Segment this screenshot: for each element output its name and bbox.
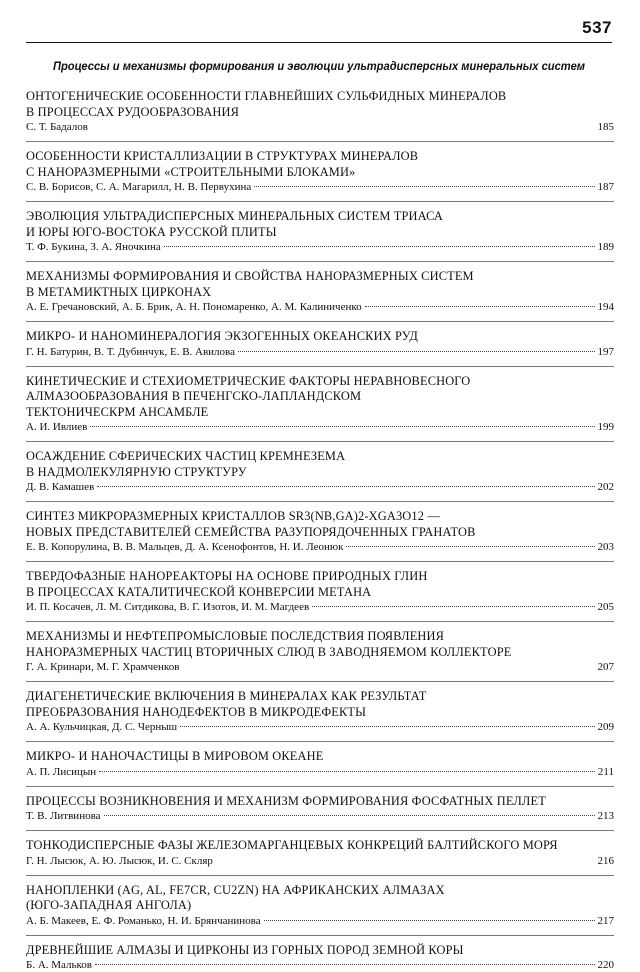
dot-leader — [90, 426, 594, 427]
toc-entry — [26, 794, 614, 824]
entry-title — [26, 943, 614, 959]
entry-title-line: СИНТЕЗ МИКРОРАЗМЕРНЫХ КРИСТАЛЛОВ SR3(NB,GA)2-XGA3O12 — — [26, 509, 614, 525]
entry-title-line: В ПРОЦЕССАХ РУДООБРАЗОВАНИЯ — [26, 105, 614, 121]
entry-title — [26, 629, 614, 660]
entry-authors: А. Б. Макеев, Е. Ф. Романько, Н. И. Брянчанинова — [26, 914, 261, 928]
entry-title-line: ПРОЦЕССЫ ВОЗНИКНОВЕНИЯ И МЕХАНИЗМ ФОРМИРОВАНИЯ ФОСФАТНЫХ ПЕЛЛЕТ — [26, 794, 614, 810]
entry-separator — [26, 621, 614, 622]
entry-meta — [26, 765, 614, 779]
toc-entry — [26, 569, 614, 614]
entry-title-line: В ПРОЦЕССАХ КАТАЛИТИЧЕСКОЙ КОНВЕРСИИ МЕТАНА — [26, 585, 614, 601]
entry-authors: А. П. Лисицын — [26, 765, 96, 779]
entry-separator — [26, 141, 614, 142]
dot-leader — [216, 860, 595, 861]
entry-title-line: ОНТОГЕНИЧЕСКИЕ ОСОБЕННОСТИ ГЛАВНЕЙШИХ СУЛЬФИДНЫХ МИНЕРАЛОВ — [26, 89, 614, 105]
entry-title-line: ТВЕРДОФАЗНЫЕ НАНОРЕАКТОРЫ НА ОСНОВЕ ПРИРОДНЫХ ГЛИН — [26, 569, 614, 585]
entry-page-number: 197 — [598, 345, 615, 359]
dot-leader — [182, 666, 594, 667]
entry-title-line: МИКРО- И НАНОМИНЕРАЛОГИЯ ЭКЗОГЕННЫХ ОКЕАНСКИХ РУД — [26, 329, 614, 345]
dot-leader — [95, 964, 594, 965]
entry-meta — [26, 540, 614, 554]
entry-title-line: ТОНКОДИСПЕРСНЫЕ ФАЗЫ ЖЕЛЕЗОМАРГАНЦЕВЫХ КОНКРЕЦИЙ БАЛТИЙСКОГО МОРЯ — [26, 838, 614, 854]
entry-page-number: 194 — [598, 300, 615, 314]
entry-title-line: В НАДМОЛЕКУЛЯРНУЮ СТРУКТУРУ — [26, 465, 614, 481]
entry-separator — [26, 830, 614, 831]
entry-meta — [26, 720, 614, 734]
entry-page-number: 213 — [598, 809, 615, 823]
entry-title-line: МИКРО- И НАНОЧАСТИЦЫ В МИРОВОМ ОКЕАНЕ — [26, 749, 614, 765]
entry-meta — [26, 300, 614, 314]
entry-title-line: НАНОПЛЕНКИ (AG, AL, FE7CR, CU2ZN) НА АФРИКАНСКИХ АЛМАЗАХ — [26, 883, 614, 899]
entry-title-line: И ЮРЫ ЮГО-ВОСТОКА РУССКОЙ ПЛИТЫ — [26, 225, 614, 241]
entry-separator — [26, 561, 614, 562]
dot-leader — [365, 306, 595, 307]
entry-title-line: МЕХАНИЗМЫ ФОРМИРОВАНИЯ И СВОЙСТВА НАНОРАЗМЕРНЫХ СИСТЕМ — [26, 269, 614, 285]
entry-authors: Г. Н. Батурин, В. Т. Дубинчук, Е. В. Авилова — [26, 345, 235, 359]
toc-entry — [26, 943, 614, 972]
dot-leader — [99, 771, 595, 772]
toc-entry — [26, 89, 614, 134]
entry-page-number: 185 — [598, 120, 615, 134]
entry-title — [26, 838, 614, 854]
entry-title-line: ОСОБЕННОСТИ КРИСТАЛЛИЗАЦИИ В СТРУКТУРАХ МИНЕРАЛОВ — [26, 149, 614, 165]
entry-meta — [26, 420, 614, 434]
toc-entry — [26, 449, 614, 494]
entry-title-line: МЕХАНИЗМЫ И НЕФТЕПРОМЫСЛОВЫЕ ПОСЛЕДСТВИЯ ПОЯВЛЕНИЯ — [26, 629, 614, 645]
dot-leader — [346, 546, 594, 547]
dot-leader — [180, 726, 594, 727]
entry-title — [26, 209, 614, 240]
entry-meta — [26, 854, 614, 868]
entry-title-line: ДИАГЕНЕТИЧЕСКИЕ ВКЛЮЧЕНИЯ В МИНЕРАЛАХ КАК РЕЗУЛЬТАТ — [26, 689, 614, 705]
entry-separator — [26, 501, 614, 502]
entry-separator — [26, 875, 614, 876]
entry-separator — [26, 201, 614, 202]
entry-meta — [26, 480, 614, 494]
toc-entry — [26, 149, 614, 194]
entry-title — [26, 329, 614, 345]
entry-meta — [26, 345, 614, 359]
dot-leader — [264, 920, 595, 921]
entry-separator — [26, 441, 614, 442]
toc-entry — [26, 689, 614, 734]
toc-entry — [26, 209, 614, 254]
entry-title — [26, 794, 614, 810]
entry-title-line: ЭВОЛЮЦИЯ УЛЬТРАДИСПЕРСНЫХ МИНЕРАЛЬНЫХ СИСТЕМ ТРИАСА — [26, 209, 614, 225]
dot-leader — [238, 351, 595, 352]
entry-page-number: 203 — [598, 540, 615, 554]
entry-page-number: 205 — [598, 600, 615, 614]
dot-leader — [164, 246, 595, 247]
entry-title-line: В МЕТАМИКТНЫХ ЦИРКОНАХ — [26, 285, 614, 301]
entry-title — [26, 569, 614, 600]
entry-authors: А. И. Ивлиев — [26, 420, 87, 434]
entry-title-line: (ЮГО-ЗАПАДНАЯ АНГОЛА) — [26, 898, 614, 914]
entry-title-line: С НАНОРАЗМЕРНЫМИ «СТРОИТЕЛЬНЫМИ БЛОКАМИ» — [26, 165, 614, 181]
toc-entry — [26, 329, 614, 359]
entry-authors: Д. В. Камашев — [26, 480, 94, 494]
entry-meta — [26, 809, 614, 823]
entry-title — [26, 883, 614, 914]
entry-separator — [26, 261, 614, 262]
toc-entry — [26, 749, 614, 779]
entry-title-line: КИНЕТИЧЕСКИЕ И СТЕХИОМЕТРИЧЕСКИЕ ФАКТОРЫ НЕРАВНОВЕСНОГО — [26, 374, 614, 390]
entry-meta — [26, 958, 614, 972]
entry-title — [26, 149, 614, 180]
toc-entry — [26, 629, 614, 674]
toc-entry — [26, 509, 614, 554]
entry-page-number: 211 — [598, 765, 614, 779]
entry-meta — [26, 120, 614, 134]
entry-title-line: АЛМАЗООБРАЗОВАНИЯ В ПЕЧЕНГСКО-ЛАПЛАНДСКОМ — [26, 389, 614, 405]
dot-leader — [91, 126, 595, 127]
entry-page-number: 187 — [598, 180, 615, 194]
entry-authors: С. Т. Бадалов — [26, 120, 88, 134]
entry-title-line: ДРЕВНЕЙШИЕ АЛМАЗЫ И ЦИРКОНЫ ИЗ ГОРНЫХ ПОРОД ЗЕМНОЙ КОРЫ — [26, 943, 614, 959]
entry-separator — [26, 321, 614, 322]
entry-page-number: 207 — [598, 660, 615, 674]
dot-leader — [97, 486, 594, 487]
entry-title — [26, 89, 614, 120]
entry-separator — [26, 366, 614, 367]
entry-title — [26, 269, 614, 300]
entry-title-line: НОВЫХ ПРЕДСТАВИТЕЛЕЙ СЕМЕЙСТВА РАЗУПОРЯДОЧЕННЫХ ГРАНАТОВ — [26, 525, 614, 541]
toc-entry — [26, 374, 614, 435]
entry-meta — [26, 660, 614, 674]
entry-separator — [26, 786, 614, 787]
entry-separator — [26, 681, 614, 682]
entry-authors: Е. В. Копорулина, В. В. Мальцев, Д. А. Ксенофонтов, Н. И. Леонюк — [26, 540, 343, 554]
entry-authors: А. А. Кульчицкая, Д. С. Черныш — [26, 720, 177, 734]
section-title: Процессы и механизмы формирования и эволюции ультрадисперсных минеральных систем — [47, 59, 592, 73]
entry-page-number: 216 — [598, 854, 615, 868]
dot-leader — [312, 606, 594, 607]
entry-separator — [26, 741, 614, 742]
table-of-contents — [26, 89, 614, 972]
entry-title — [26, 449, 614, 480]
dot-leader — [254, 186, 594, 187]
entry-page-number: 220 — [598, 958, 615, 972]
entry-page-number: 209 — [598, 720, 615, 734]
entry-authors: Г. Н. Лысюк, А. Ю. Лысюк, И. С. Скляр — [26, 854, 213, 868]
entry-title-line: ПРЕОБРАЗОВАНИЯ НАНОДЕФЕКТОВ В МИКРОДЕФЕКТЫ — [26, 705, 614, 721]
page-number: 537 — [582, 18, 612, 38]
entry-authors: А. Е. Гречановский, А. Б. Брик, А. Н. Пономаренко, А. М. Калиниченко — [26, 300, 362, 314]
entry-title-line: ТЕКТОНИЧЕСКРМ АНСАМБЛЕ — [26, 405, 614, 421]
entry-title-line: ОСАЖДЕНИЕ СФЕРИЧЕСКИХ ЧАСТИЦ КРЕМНЕЗЕМА — [26, 449, 614, 465]
entry-title — [26, 374, 614, 421]
entry-page-number: 189 — [598, 240, 615, 254]
entry-page-number: 217 — [598, 914, 615, 928]
toc-entry — [26, 269, 614, 314]
entry-title — [26, 509, 614, 540]
toc-entry — [26, 883, 614, 928]
entry-separator — [26, 935, 614, 936]
entry-page-number: 202 — [598, 480, 615, 494]
toc-entry — [26, 838, 614, 868]
entry-title-line: НАНОРАЗМЕРНЫХ ЧАСТИЦ ВТОРИЧНЫХ СЛЮД В ЗАВОДНЯЕМОМ КОЛЛЕКТОРЕ — [26, 645, 614, 661]
entry-meta — [26, 914, 614, 928]
entry-authors: Б. А. Мальков — [26, 958, 92, 972]
entry-title — [26, 689, 614, 720]
entry-authors: С. В. Борисов, С. А. Магарилл, Н. В. Первухина — [26, 180, 251, 194]
header-rule — [26, 42, 612, 43]
entry-authors: Г. А. Кринари, М. Г. Храмченков — [26, 660, 179, 674]
entry-meta — [26, 240, 614, 254]
entry-page-number: 199 — [598, 420, 615, 434]
dot-leader — [104, 815, 595, 816]
entry-authors: Т. Ф. Букина, З. А. Яночкина — [26, 240, 161, 254]
entry-authors: Т. В. Литвинова — [26, 809, 101, 823]
entry-authors: И. П. Косачев, Л. М. Ситдикова, В. Г. Изотов, И. М. Магдеев — [26, 600, 309, 614]
entry-title — [26, 749, 614, 765]
entry-meta — [26, 600, 614, 614]
entry-meta — [26, 180, 614, 194]
